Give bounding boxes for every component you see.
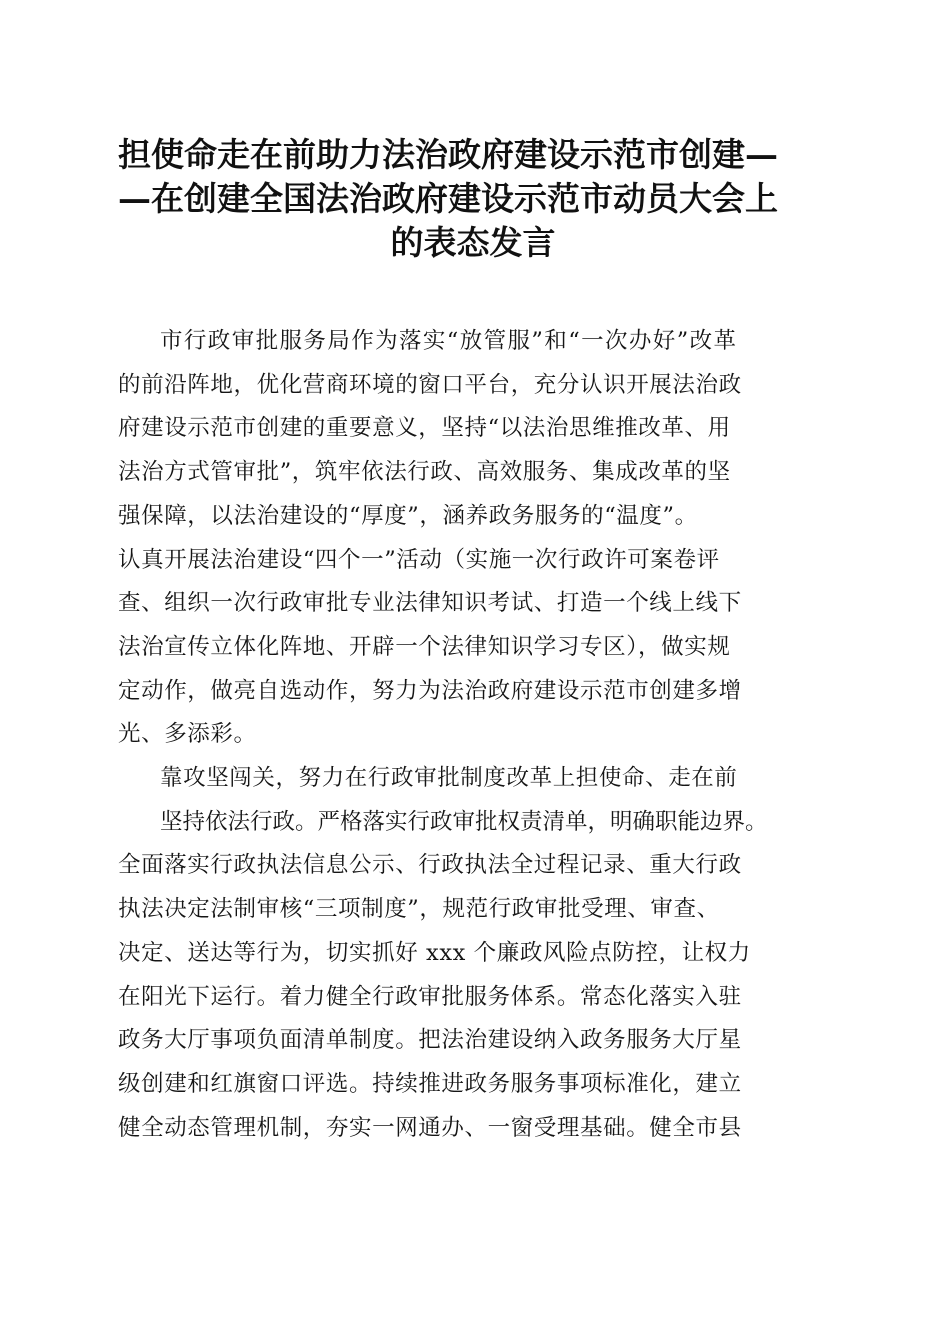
body-line-17: 政务大厅事项负面清单制度。把法治建设纳入政务服务大厅星	[118, 1027, 742, 1054]
body-line-10: 光、多添彩。	[118, 721, 257, 748]
body-line-11: 靠攻坚闯关，努力在行政审批制度改革上担使命、走在前	[160, 765, 738, 792]
body-line-8: 法治宣传立体化阵地、开辟一个法律知识学习专区），做实规	[118, 633, 731, 660]
body-line-18: 级创建和红旗窗口评选。持续推进政务服务事项标准化，建立	[118, 1070, 742, 1097]
body-line-15: 决定、送达等行为，切实抓好 xxx 个廉政风险点防控，让权力	[118, 939, 751, 966]
title-line-1: 担使命走在前助力法治政府建设示范市创建—	[118, 135, 778, 174]
body-line-9: 定动作，做亮自选动作，努力为法治政府建设示范市创建多增	[118, 677, 742, 704]
title-line-3: 的表态发言	[390, 223, 556, 262]
title-line-2: —在创建全国法治政府建设示范市动员大会上	[118, 179, 778, 218]
document-body	[118, 320, 828, 1150]
document-title	[118, 133, 828, 265]
body-line-6: 认真开展法治建设“四个一”活动（实施一次行政许可案卷评	[118, 546, 720, 573]
body-line-2: 的前沿阵地，优化营商环境的窗口平台，充分认识开展法治政	[118, 371, 742, 398]
body-line-5: 强保障，以法治建设的“厚度”，涵养政务服务的“温度”。	[118, 502, 698, 529]
body-line-13: 全面落实行政执法信息公示、行政执法全过程记录、重大行政	[118, 852, 742, 879]
body-line-4: 法治方式管审批”，筑牢依法行政、高效服务、集成改革的坚	[118, 459, 731, 486]
body-line-16: 在阳光下运行。着力健全行政审批服务体系。常态化落实入驻	[118, 983, 742, 1010]
body-line-7: 查、组织一次行政审批专业法律知识考试、打造一个线上线下	[118, 590, 742, 617]
body-line-14: 执法决定法制审核“三项制度”，规范行政审批受理、审查、	[118, 896, 720, 923]
body-line-12: 坚持依法行政。严格落实行政审批权责清单，明确职能边界。	[160, 808, 768, 835]
body-line-3: 府建设示范市创建的重要意义，坚持“以法治思维推改革、用	[118, 415, 731, 442]
body-line-19: 健全动态管理机制，夯实一网通办、一窗受理基础。健全市县	[118, 1114, 742, 1141]
body-line-1: 市行政审批服务局作为落实“放管服”和“一次办好”改革	[160, 328, 738, 354]
